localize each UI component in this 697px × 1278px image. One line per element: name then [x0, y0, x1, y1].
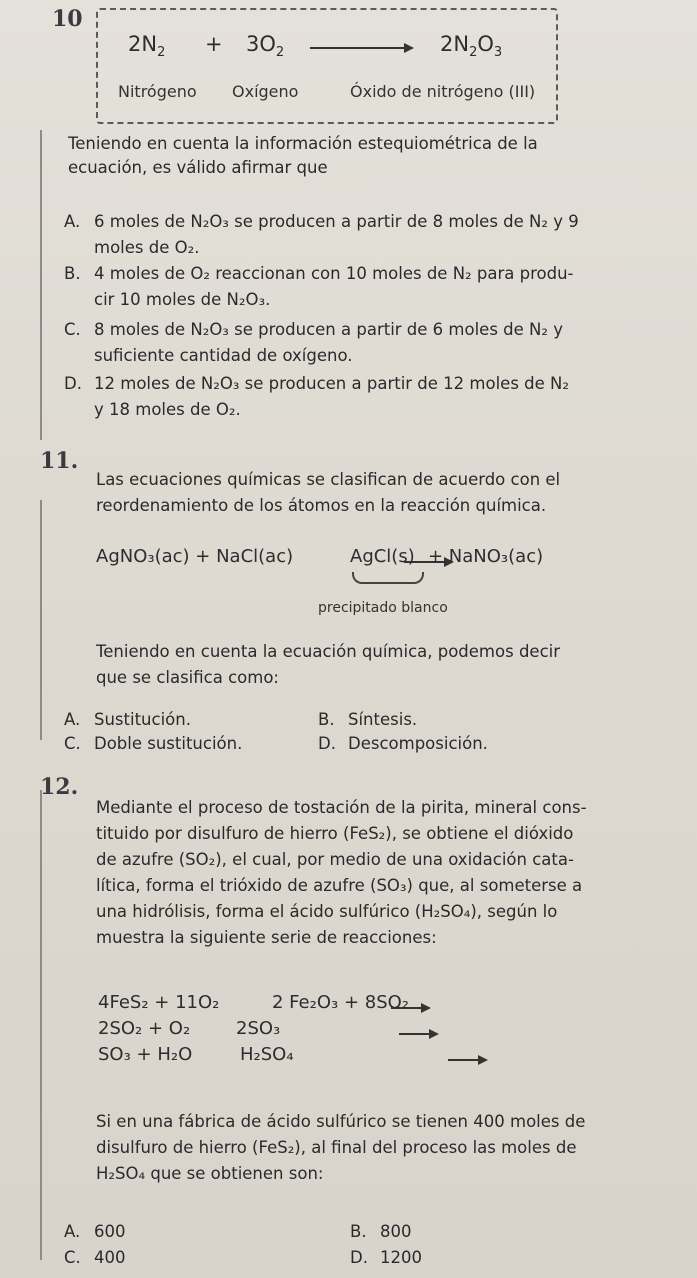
- q10-stem-line-1: Teniendo en cuenta la información estequiométrica de la: [68, 134, 538, 153]
- q10-option-b: B. 4 moles de O₂ reaccionan con 10 moles de N₂ para produ-: [64, 264, 574, 283]
- q11-option-d: D. Descomposición.: [318, 734, 488, 753]
- q11-stem-line-4: que se clasifica como:: [96, 668, 279, 687]
- q11-equation-right: + NaNO₃(ac): [428, 546, 544, 567]
- q12-option-d: D. 1200: [350, 1248, 422, 1267]
- q12-reaction-3-left: SO₃ + H₂O: [98, 1044, 193, 1065]
- q11-stem-line-2: reordenamiento de los átomos en la reacción química.: [96, 496, 547, 515]
- equation-reactant-1: $2N_2$: [128, 32, 166, 61]
- q11-option-b: B. Síntesis.: [318, 710, 418, 729]
- q12-stem-line-4: lítica, forma el trióxido de azufre (SO₃) que, al someterse a: [96, 876, 583, 895]
- q12-reaction-3-arrow: [448, 1052, 488, 1066]
- q12-reaction-1-right: 2 Fe₂O₃ + 8SO₂: [272, 992, 410, 1013]
- q12-question-line-1: Si en una fábrica de ácido sulfúrico se tienen 400 moles de: [96, 1112, 586, 1131]
- label-oxigeno: Oxígeno: [232, 82, 299, 101]
- q11-option-a: A. Sustitución.: [64, 710, 191, 729]
- q10-option-a: A. 6 moles de N₂O₃ se producen a partir de 8 moles de N₂ y 9: [64, 212, 579, 231]
- q10-option-c: C. 8 moles de N₂O₃ se producen a partir de 6 moles de N₂ y: [64, 320, 564, 339]
- q12-reaction-2-left: 2SO₂ + O₂: [98, 1018, 191, 1039]
- q12-stem-line-1: Mediante el proceso de tostación de la pirita, mineral cons-: [96, 798, 587, 817]
- equation-reactant-2: $3O_2$: [246, 32, 285, 61]
- label-nitrogeno: Nitrógeno: [118, 82, 197, 101]
- q10-option-d-cont: y 18 moles de O₂.: [94, 400, 241, 419]
- q12-reaction-3-right: H₂SO₄: [240, 1044, 294, 1065]
- q10-option-c-cont: suficiente cantidad de oxígeno.: [94, 346, 353, 365]
- q12-option-b: B. 800: [350, 1222, 412, 1241]
- q12-reaction-2-right: 2SO₃: [236, 1018, 281, 1039]
- q12-stem-line-3: de azufre (SO₂), el cual, por medio de una oxidación cata-: [96, 850, 574, 869]
- equation-product: $2N_2O_3$: [440, 32, 503, 61]
- q10-stem-line-2: ecuación, es válido afirmar que: [68, 158, 328, 177]
- q11-stem-line-1: Las ecuaciones químicas se clasifican de acuerdo con el: [96, 470, 561, 489]
- q10-option-d: D. 12 moles de N₂O₃ se producen a partir de 12 moles de N₂: [64, 374, 569, 393]
- q12-option-a: A. 600: [64, 1222, 126, 1241]
- q12-reaction-1-left: 4FeS₂ + 11O₂: [98, 992, 220, 1013]
- q11-option-c: C. Doble sustitución.: [64, 734, 243, 753]
- question-number-12: 12.: [40, 774, 79, 800]
- question-number-10: 10: [52, 6, 83, 32]
- precipitate-label: precipitado blanco: [318, 600, 448, 616]
- q11-equation-left: AgNO₃(ac) + NaCl(ac): [96, 546, 294, 567]
- q12-stem-line-2: tituido por disulfuro de hierro (FeS₂), se obtiene el dióxido: [96, 824, 574, 843]
- equation-plus: +: [205, 32, 223, 56]
- q11-stem-line-3: Teniendo en cuenta la ecuación química, podemos decir: [96, 642, 561, 661]
- q11-equation-product: AgCl(s): [350, 546, 415, 567]
- precipitate-brace: [352, 572, 424, 584]
- margin-line: [40, 500, 42, 740]
- equation-box: [96, 8, 558, 124]
- q12-question-line-3: H₂SO₄ que se obtienen son:: [96, 1164, 324, 1183]
- q12-reaction-2-arrow: [399, 1026, 439, 1040]
- margin-line: [40, 790, 42, 1260]
- q10-option-a-cont: moles de O₂.: [94, 238, 200, 257]
- q12-question-line-2: disulfuro de hierro (FeS₂), al final del proceso las moles de: [96, 1138, 577, 1157]
- q12-stem-line-5: una hidrólisis, forma el ácido sulfúrico (H₂SO₄), según lo: [96, 902, 558, 921]
- q12-stem-line-6: muestra la siguiente serie de reacciones:: [96, 928, 437, 947]
- label-oxido-nitrogeno: Óxido de nitrógeno (III): [350, 82, 536, 101]
- question-number-11: 11.: [40, 448, 79, 474]
- margin-line: [40, 130, 42, 440]
- reaction-arrow: [310, 40, 414, 54]
- q12-option-c: C. 400: [64, 1248, 126, 1267]
- q10-option-b-cont: cir 10 moles de N₂O₃.: [94, 290, 271, 309]
